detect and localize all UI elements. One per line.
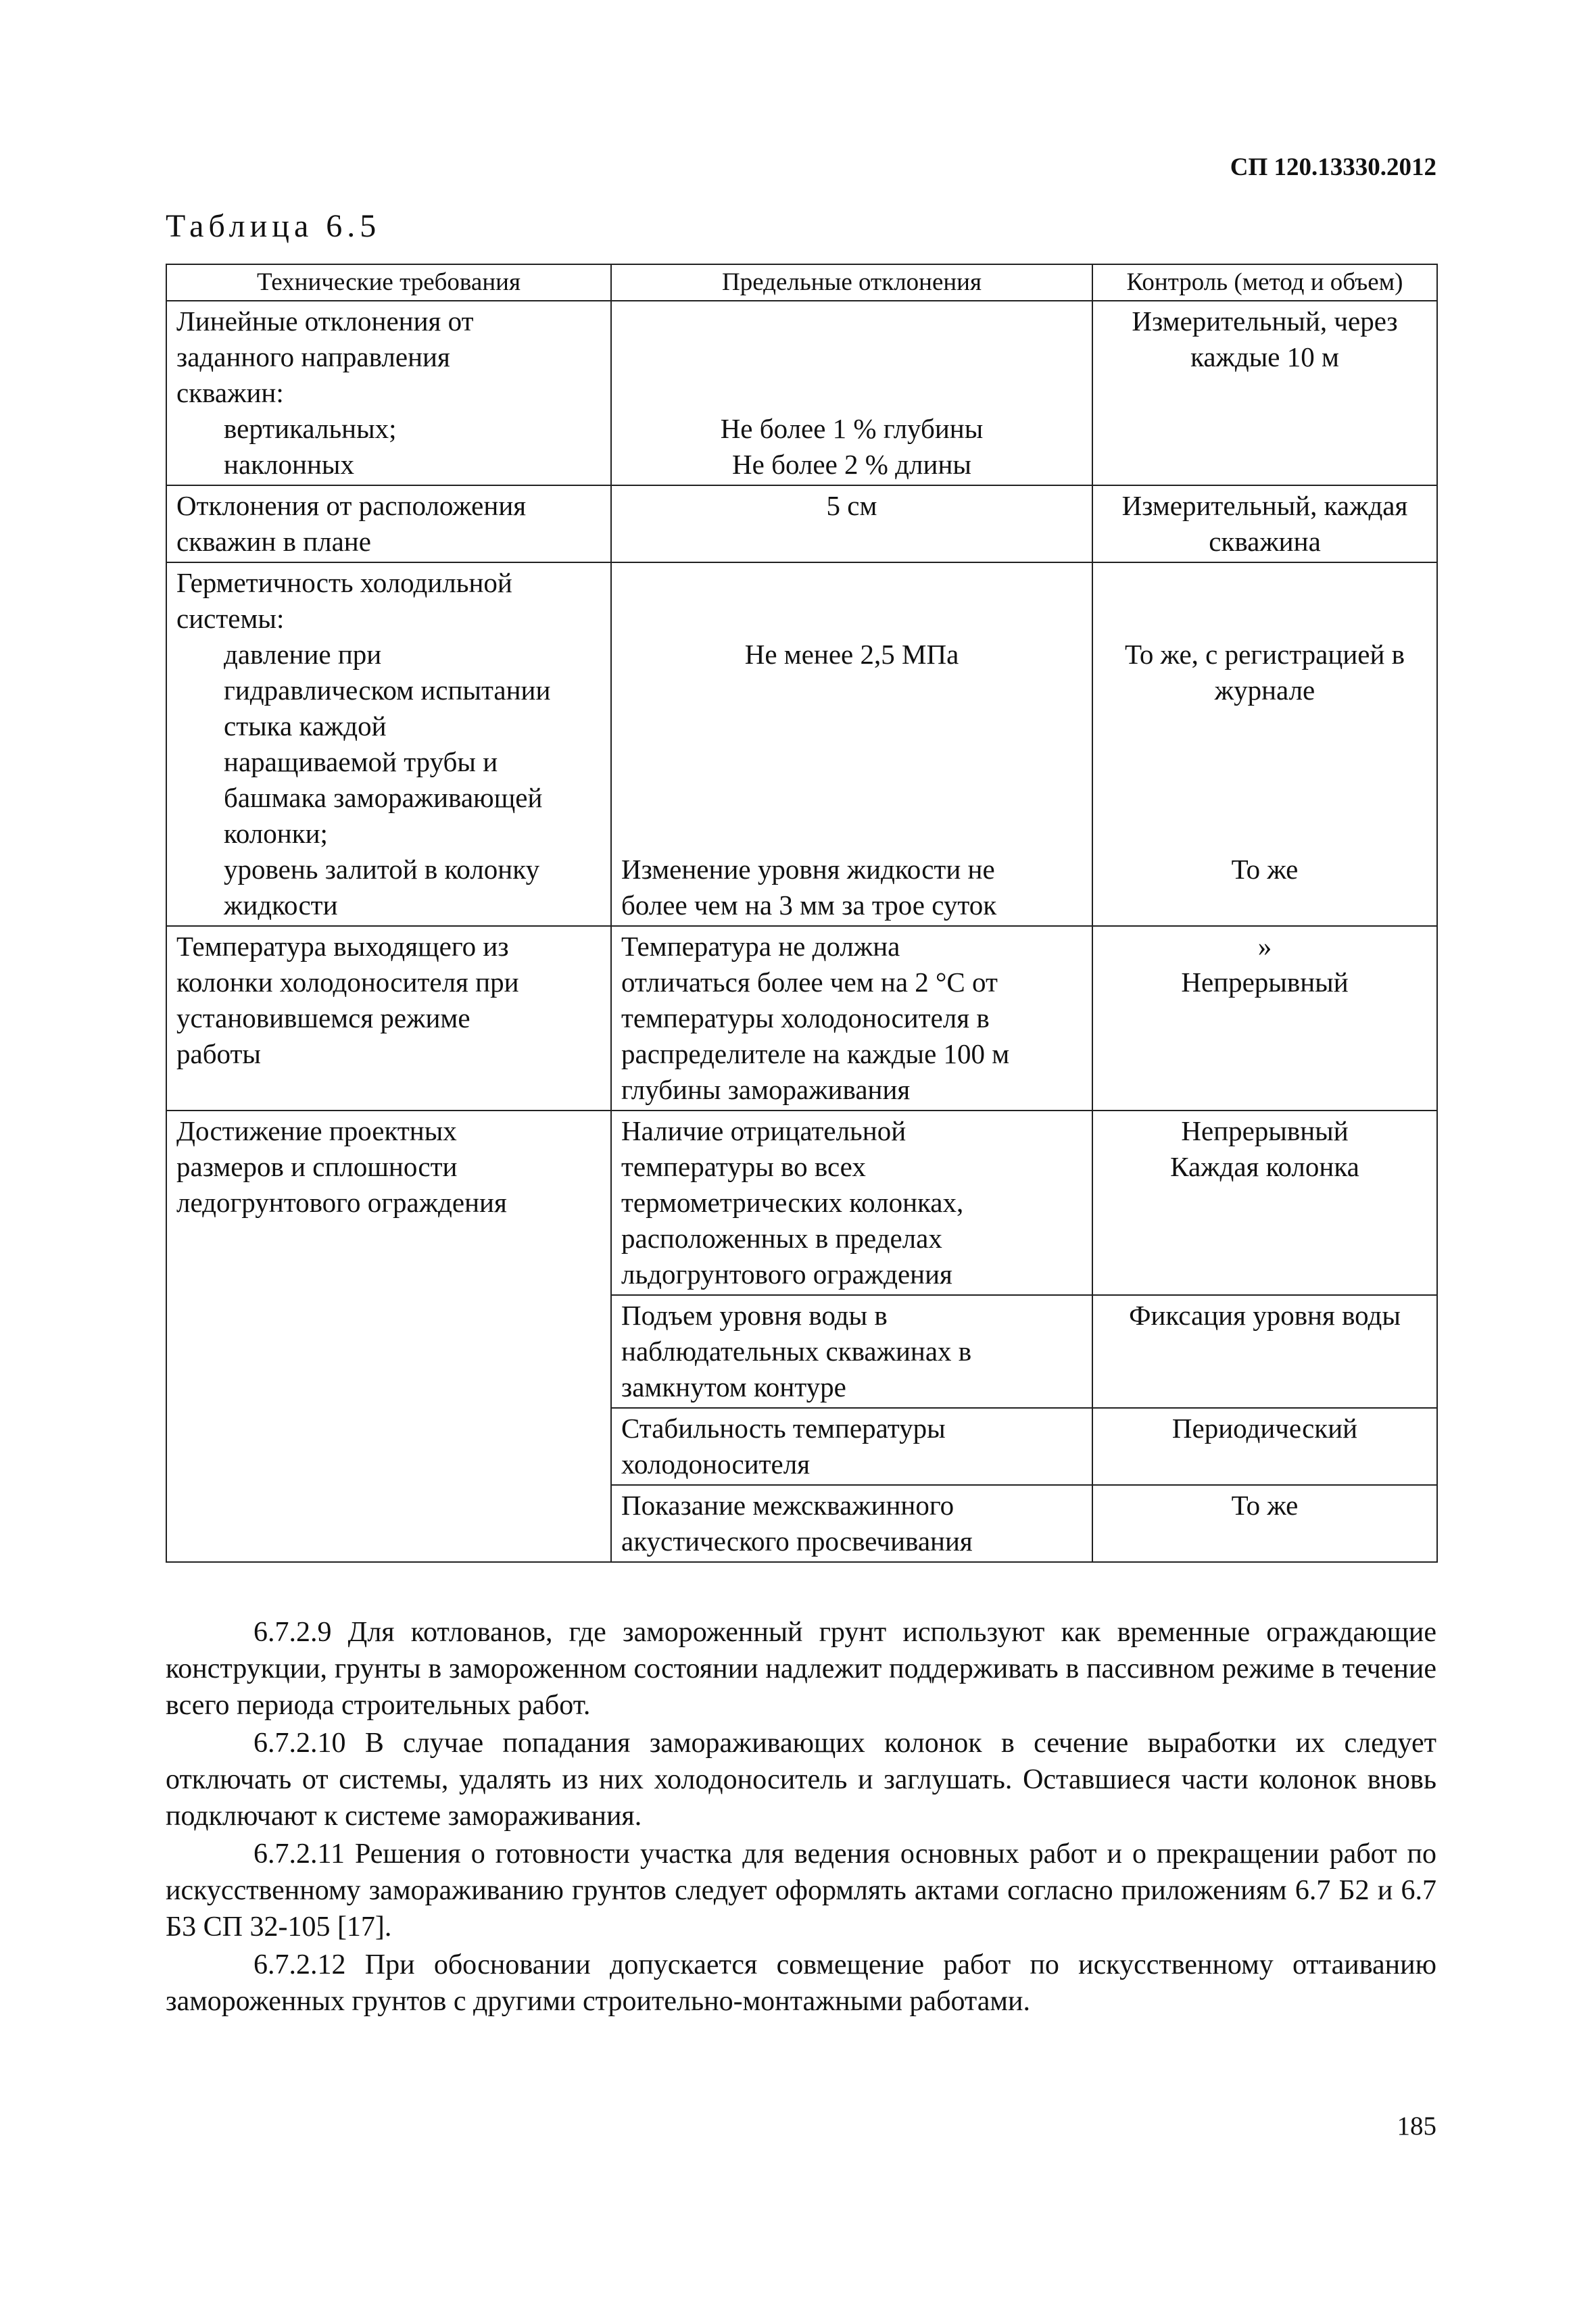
table-row [166,926,1437,1111]
cell-line: Температура выходящего из [176,931,509,962]
requirements-table [166,264,1438,1563]
cell-line: уровень залитой в колонку [224,854,540,885]
deviation-cell [611,562,1092,926]
cell-line: скважин: [176,377,284,408]
deviation-cell [611,485,1092,562]
cell-line: льдогрунтового ограждения [621,1259,952,1290]
cell-line: наращиваемой трубы и [224,746,498,777]
table-row [166,301,1437,485]
cell-line: Фиксация уровня воды [1129,1300,1401,1331]
cell-line: более чем на 3 мм за трое суток [621,890,997,921]
cell-line: температуры холодоносителя в [621,1002,990,1033]
table-title: Таблица 6.5 [166,208,381,244]
cell-line: колонки; [224,818,328,849]
table-row [166,485,1437,562]
cell-line: Каждая колонка [1170,1151,1359,1182]
cell-line: Периодический [1171,1413,1358,1444]
cell-line: давление при [224,639,382,670]
cell-line: жидкости [224,890,338,921]
cell-line: Достижение проектных [176,1115,457,1146]
cell-line: Герметичность холодильной [176,567,512,598]
cell-line: Отклонения от расположения [176,490,527,521]
table-row [166,1111,1437,1295]
cell-line: Не менее 2,5 МПа [744,639,959,670]
table-row [166,562,1437,926]
requirement-cell [166,485,611,562]
cell-line: стыка каждой [224,710,387,741]
deviation-cell [611,926,1092,1111]
control-cell [1092,1408,1437,1485]
cell-line: Линейные отклонения от [176,306,474,337]
cell-line: системы: [176,603,285,634]
cell-line: Не более 1 % глубины [720,413,984,444]
control-cell [1092,1295,1437,1408]
cell-line: Измерительный, каждая [1121,490,1408,521]
cell-line: расположенных в пределах [621,1223,942,1254]
deviation-cell [611,301,1092,485]
cell-line: работы [176,1038,261,1069]
cell-line: вертикальных; [224,413,397,444]
paragraph-6-7-2-10: 6.7.2.10 В случае попадания замораживающих колонок в сечение выработки их следует отключать от системы, удалять из них холодоноситель и заглушать. Оставшиеся части колонок вновь подключают к системе замораживания. [166,1728,1436,1832]
header-requirements: Технические требования [166,264,611,301]
body-text [166,1614,1436,2021]
cell-line: Показание межскважинного [621,1490,954,1521]
cell-line: Непрерывный [1181,1115,1349,1146]
control-cell [1092,1485,1437,1562]
control-cell [1092,562,1437,926]
cell-line: башмака замораживающей [224,782,543,813]
ditto-mark: » [1257,931,1272,962]
deviation-cell [611,1111,1092,1295]
requirement-cell [166,301,611,485]
cell-line: Непрерывный [1181,967,1349,998]
requirement-cell [166,926,611,1111]
cell-line: установившемся режиме [176,1002,470,1033]
cell-line: размеров и сплошности [176,1151,458,1182]
cell-line: колонки холодоносителя при [176,967,519,998]
cell-line: отличаться более чем на 2 °С от [621,967,998,998]
cell-line: 5 см [826,490,877,521]
control-cell [1092,485,1437,562]
cell-line: Температура не должна [621,931,900,962]
cell-line: температуры во всех [621,1151,866,1182]
cell-line: заданного направления [176,341,450,372]
control-cell [1092,1111,1437,1295]
cell-line: То же [1231,854,1299,885]
header-deviations: Предельные отклонения [611,264,1092,301]
cell-line: каждые 10 м [1190,341,1339,372]
cell-line: термометрических колонках, [621,1187,964,1218]
cell-line: Измерительный, через [1132,306,1398,337]
cell-line: замкнутом контуре [621,1371,846,1403]
paragraph-6-7-2-11: 6.7.2.11 Решения о готовности участка для ведения основных работ и о прекращении работ по искусственному замораживанию грунтов следует оформлять актами согласно приложениям 6.7 Б2 и 6.7 Б3 СП 32-105 [17]. [166,1838,1436,1943]
header-control: Контроль (метод и объем) [1092,264,1437,301]
cell-line: Подъем уровня воды в [621,1300,888,1331]
paragraph-6-7-2-9: 6.7.2.9 Для котлованов, где замороженный грунт используют как временные ограждающие конструкции, грунты в замороженном состоянии надлежит поддерживать в пассивном режиме в течение всего периода строительных работ. [166,1617,1436,1721]
cell-line: Стабильность температуры [621,1413,946,1444]
cell-line: холодоносителя [621,1448,811,1480]
cell-line: наблюдательных скважинах в [621,1336,972,1367]
cell-line: журнале [1214,675,1315,706]
cell-line: глубины замораживания [621,1074,911,1105]
cell-line: скважина [1209,526,1321,557]
deviation-cell [611,1408,1092,1485]
requirement-cell [166,562,611,926]
cell-line: гидравлическом испытании [224,675,551,706]
paragraph-6-7-2-12: 6.7.2.12 При обосновании допускается совмещение работ по искусственному оттаиванию замороженных грунтов с другими строительно-монтажными работами. [166,1949,1436,2017]
requirement-cell [166,1111,611,1562]
control-cell [1092,926,1437,1111]
cell-line: акустического просвечивания [621,1526,973,1557]
cell-line: Изменение уровня жидкости не [621,854,995,885]
cell-line: ледогрунтового ограждения [176,1187,507,1218]
cell-line: То же, с регистрацией в [1124,639,1405,670]
deviation-cell [611,1485,1092,1562]
document-code: СП 120.13330.2012 [1230,153,1436,181]
cell-line: распределителе на каждые 100 м [621,1038,1010,1069]
table-header-row [166,264,1437,301]
cell-line: скважин в плане [176,526,371,557]
control-cell [1092,301,1437,485]
cell-line: наклонных [224,449,354,480]
page-number: 185 [1397,2112,1436,2141]
cell-line: Наличие отрицательной [621,1115,906,1146]
deviation-cell [611,1295,1092,1408]
cell-line: То же [1231,1490,1299,1521]
cell-line: Не более 2 % длины [732,449,971,480]
